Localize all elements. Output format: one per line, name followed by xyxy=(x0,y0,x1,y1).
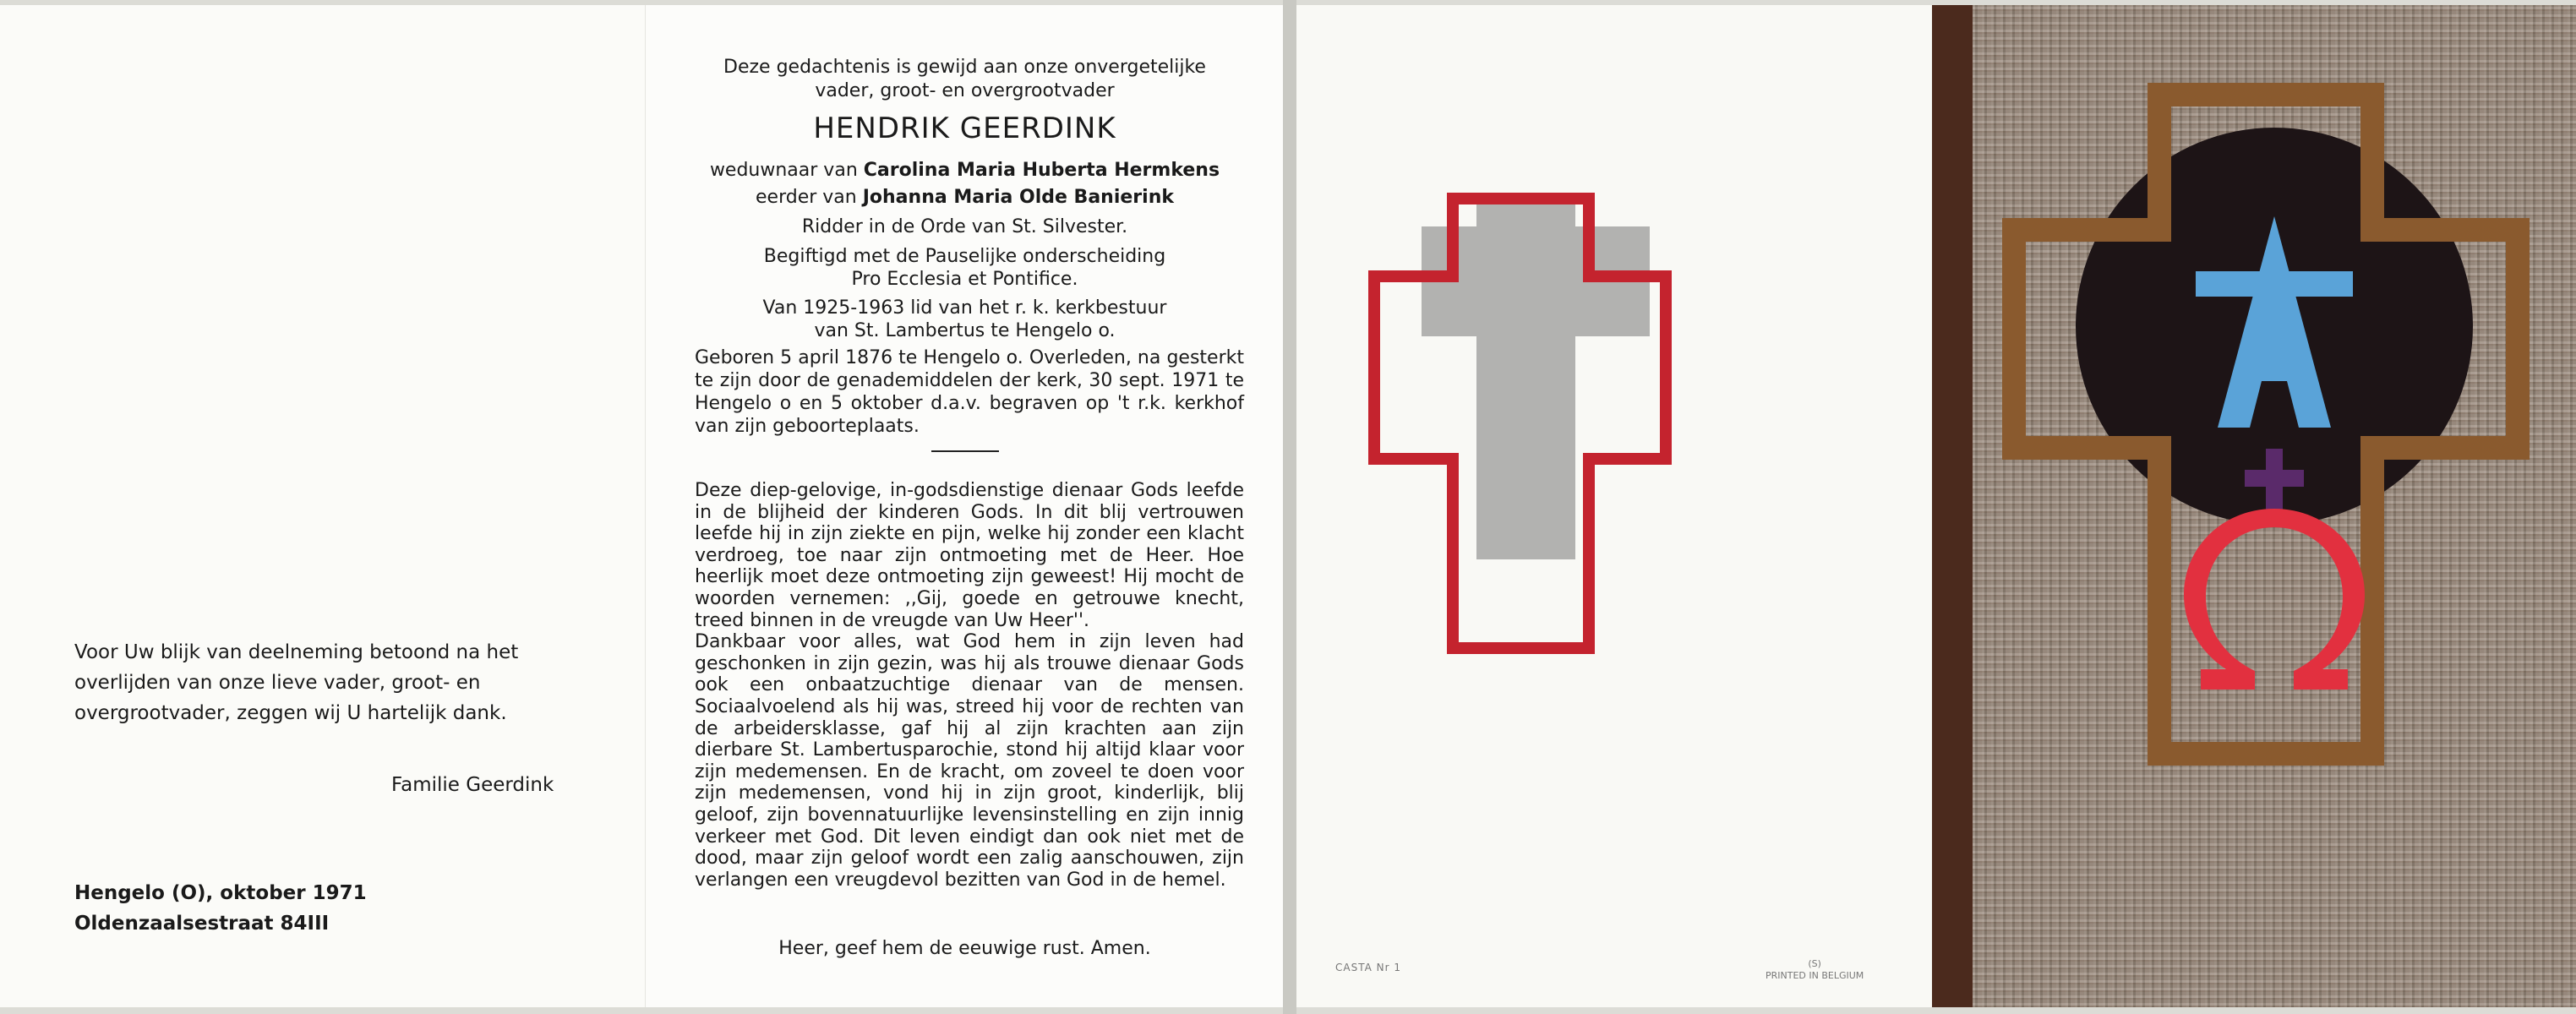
widower-name: Carolina Maria Huberta Hermkens xyxy=(863,160,1220,181)
cover-panel xyxy=(1932,5,2576,1007)
church-board-line-2: van St. Lambertus te Hengelo o. xyxy=(814,320,1116,341)
family-signature: Familie Geerdink xyxy=(391,774,554,796)
papal-honour-line-2: Pro Ecclesia et Pontifice. xyxy=(851,269,1078,290)
purple-cross-horizontal-icon xyxy=(2245,470,2304,487)
earlier-line xyxy=(646,184,1284,211)
thanks-text: Voor Uw blijk van deelneming betoond na het overlijden van onze lieve vader, groot- en overgrootvader, zeggen wij U hartelijk dank. xyxy=(74,641,519,724)
prayer: Heer, geef hem de eeuwige rust. Amen. xyxy=(778,938,1151,959)
divider xyxy=(931,450,999,452)
earlier-name: Johanna Maria Olde Banierink xyxy=(862,187,1174,208)
eulogy xyxy=(695,480,1244,891)
dedication xyxy=(646,56,1284,103)
publisher-code: CASTA Nr 1 xyxy=(1335,962,1401,973)
knighthood: Ridder in de Orde van St. Silvester. xyxy=(801,216,1128,237)
printer-mark: (S) xyxy=(1808,958,1821,969)
printer-imprint xyxy=(1766,958,1864,982)
birth-death-paragraph: Geboren 5 april 1876 te Hengelo o. Overleden, na gesterkt te zijn door de genademiddelen der kerk, 30 sept. 1971 te Hengelo o en 5 oktober d.a.v. begraven op 't r.k. kerkhof van zijn geboorteplaats. xyxy=(695,347,1244,437)
widower-prefix: weduwnaar van xyxy=(709,160,858,181)
card-separator xyxy=(1283,0,1296,1014)
earlier-prefix: eerder van xyxy=(756,187,857,208)
eulogy-paragraph-1: Deze diep-gelovige, in-godsdienstige dienaar Gods leefde in de blijheid der kinderen Gods. In dit blij vertrouwen leefde hij in zijn ziekte en pijn, welke hij zonder een klacht verdroeg, toe naar zijn ontmoeting met de Heer. Hoe heerlijk moet deze ontmoeting zijn geweest! Hij mocht de woorden vernemen: ,,Gij, goede en getrouwe knecht, treed binnen in de vreugde van Uw Heer''. xyxy=(695,480,1244,631)
church-board xyxy=(646,297,1284,342)
street-address: Oldenzaalsestraat 84III xyxy=(74,913,330,935)
alpha-omega-emblem xyxy=(1932,5,2576,1007)
spouses xyxy=(646,157,1284,211)
alpha-bar-icon xyxy=(2196,271,2353,297)
papal-honour xyxy=(646,245,1284,291)
church-board-line-1: Van 1925-1963 lid van het r. k. kerkbestuur xyxy=(762,297,1167,319)
papal-honour-line-1: Begiftigd met de Pauselijke onderscheiding xyxy=(763,246,1166,267)
widower-line xyxy=(646,157,1284,184)
memorial-text-panel xyxy=(645,5,1283,1007)
eulogy-paragraph-2: Dankbaar voor alles, wat God hem in zijn leven had geschonken in zijn gezin, was hij als trouwe dienaar Gods ook een onbaatzuchtige dienaar van de mensen. Sociaalvoelend als hij was, streed hij voor de rechten van de arbeidersklasse, gaf hij al zijn krachten aan zijn dierbare St. Lambertusparochie, stond hij altijd klaar voor zijn medemensen. En de kracht, om zoveel te doen voor zijn medemensen, vond hij in zijn groot, kinderlijk, blij geloof, zijn bovennatuurlijke levensinstelling en zijn innig verkeer met God. Dit leven eindigt dan ook niet met de dood, maar zijn geloof wordt een zalig aanschouwen, zijn verlangen een vreugdevol bezitten van God in de hemel. xyxy=(695,631,1244,891)
omega-icon xyxy=(2184,509,2365,690)
address-block xyxy=(74,878,367,939)
cross-illustration xyxy=(1296,5,1932,1007)
dedication-line-2: vader, groot- en overgrootvader xyxy=(815,80,1115,101)
printed-in-belgium: PRINTED IN BELGIUM xyxy=(1766,970,1864,981)
thanks-panel xyxy=(0,5,645,1007)
deceased-name: HENDRIK GEERDINK xyxy=(813,112,1116,145)
dedication-line-1: Deze gedachtenis is gewijd aan onze onvergetelijke xyxy=(723,57,1206,78)
cross-panel xyxy=(1296,5,1932,1007)
place-date: Hengelo (O), oktober 1971 xyxy=(74,882,367,904)
